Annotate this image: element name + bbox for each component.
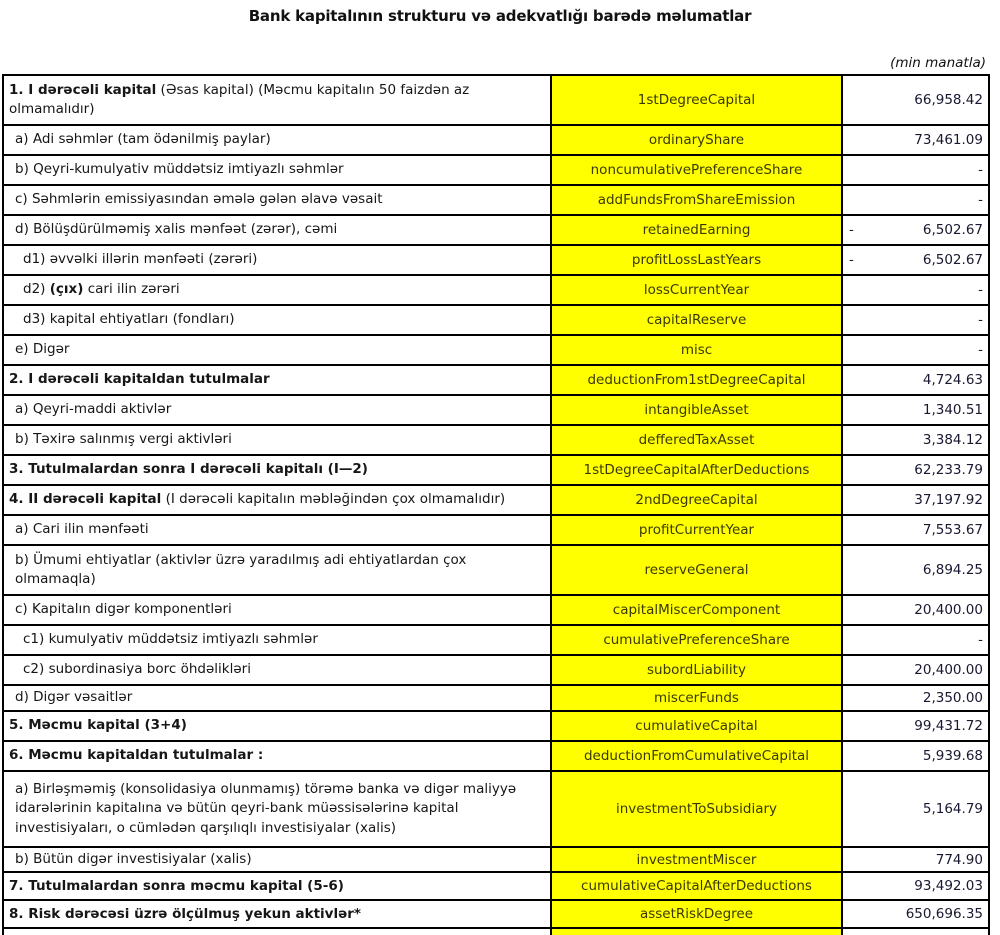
row-label-part: 3. Tutulmalardan sonra I dərəcəli kapitalı (I—2) [9,461,368,478]
value-wrap [849,878,983,894]
value-text: 650,696.35 [905,906,983,923]
row-label-part: 7. Tutulmalardan sonra məcmu kapital (5-6) [9,877,344,894]
table-row [3,215,989,245]
row-value-cell [842,155,989,185]
row-tag-cell: cumulativeCapitalAfterDeductions [551,872,842,900]
value-wrap [849,432,983,448]
row-label-part: 8. Risk dərəcəsi üzrə ölçülmuş yekun aktivlər* [9,905,361,922]
value-wrap [849,632,983,648]
row-value-cell [842,847,989,872]
table-row [3,771,989,847]
table-row [3,125,989,155]
table-row [3,928,989,935]
row-label-part: c) Kapitalın digər komponentləri [15,601,232,618]
value-wrap [849,252,983,268]
minus-sign: - [849,222,854,238]
row-label-part: d2) [23,281,50,298]
row-label-cell [3,185,551,215]
value-text: 6,894.25 [922,562,983,578]
row-label-part: d) Digər vəsaitlər [15,689,133,706]
value-wrap [849,92,983,108]
value-text: 5,939.68 [922,748,983,764]
value-text: 66,958.42 [914,92,983,108]
row-label-cell [3,335,551,365]
row-value-cell [842,685,989,711]
value-wrap [849,906,983,922]
row-value-cell [842,515,989,545]
row-tag-cell: retainedEarning [551,215,842,245]
row-value-cell [842,928,989,935]
value-text: 6,502.67 [922,222,983,238]
row-value-cell [842,485,989,515]
value-text: - [978,192,983,208]
row-label-cell [3,485,551,515]
table-row [3,155,989,185]
value-wrap [849,562,983,578]
row-label-cell [3,155,551,185]
row-tag-cell: 1stDegreeCapitalAfterDeductions [551,455,842,485]
row-value-cell [842,365,989,395]
value-wrap [849,132,983,148]
row-label-part: c2) subordinasiya borc öhdəlikləri [23,661,251,678]
row-tag-cell: 2ndDegreeCapital [551,485,842,515]
row-tag-cell [551,928,842,935]
table-row [3,685,989,711]
row-value-cell [842,185,989,215]
row-label-cell [3,125,551,155]
row-label-cell [3,928,551,935]
row-label-part: b) Qeyri-kumulyativ müddətsiz imtiyazlı səhmlər [15,161,344,178]
row-label-cell [3,741,551,771]
value-text: 37,197.92 [914,492,983,508]
table-row [3,455,989,485]
row-label-part: a) Adi səhmlər (tam ödənilmiş paylar) [15,131,271,148]
row-label-cell [3,595,551,625]
row-label-part: 1. I dərəcəli kapital [9,81,157,98]
table-row [3,185,989,215]
value-text: 6,502.67 [922,252,983,268]
value-wrap [849,222,983,238]
table-row [3,275,989,305]
row-tag-cell: miscerFunds [551,685,842,711]
row-tag-cell: reserveGeneral [551,545,842,595]
value-text: 4,724.63 [922,372,983,388]
row-tag-cell: cumulativeCapital [551,711,842,741]
value-text: 774.90 [935,851,983,868]
row-tag-cell: deductionFromCumulativeCapital [551,741,842,771]
row-label-cell [3,75,551,125]
row-label-cell [3,455,551,485]
value-text: - [978,162,983,178]
table-row [3,625,989,655]
value-wrap [849,852,983,868]
row-tag-cell: capitalMiscerComponent [551,595,842,625]
row-label-part: a) Cari ilin mənfəəti [15,521,149,538]
row-label-part: cari ilin zərəri [83,281,180,298]
row-tag-cell: intangibleAsset [551,395,842,425]
row-label-cell [3,900,551,928]
table-row [3,485,989,515]
row-value-cell [842,245,989,275]
row-value-cell [842,75,989,125]
row-label-part: d) Bölüşdürülməmiş xalis mənfəət (zərər), cəmi [15,221,338,238]
row-value-cell [842,455,989,485]
value-text: 93,492.03 [914,878,983,895]
value-wrap [849,312,983,328]
row-tag-cell: capitalReserve [551,305,842,335]
value-text: 73,461.09 [914,132,983,148]
row-label-part: e) Digər [15,341,70,358]
row-value-cell [842,425,989,455]
row-value-cell [842,305,989,335]
row-label-cell [3,215,551,245]
row-label-cell [3,711,551,741]
row-label-cell [3,771,551,847]
row-value-cell [842,275,989,305]
row-label-part: 6. Məcmu kapitaldan tutulmalar : [9,747,264,764]
row-value-cell [842,215,989,245]
table-row [3,595,989,625]
row-label-cell [3,685,551,711]
row-label-cell [3,872,551,900]
value-text: 99,431.72 [914,718,983,734]
value-wrap [849,402,983,418]
value-wrap [849,372,983,388]
row-tag-cell: subordLiability [551,655,842,685]
row-label-cell [3,245,551,275]
row-value-cell [842,711,989,741]
row-tag-cell: addFundsFromShareEmission [551,185,842,215]
row-tag-cell: cumulativePreferenceShare [551,625,842,655]
row-label-part: d1) əvvəlki illərin mənfəəti (zərəri) [23,251,258,268]
row-label-cell [3,847,551,872]
value-text: - [978,632,983,648]
row-tag-cell: noncumulativePreferenceShare [551,155,842,185]
value-wrap [849,282,983,298]
row-value-cell [842,625,989,655]
row-tag-cell: profitCurrentYear [551,515,842,545]
row-label-cell [3,545,551,595]
row-label-cell [3,365,551,395]
value-wrap [849,718,983,734]
row-tag-cell: assetRiskDegree [551,900,842,928]
row-label-part: 4. II dərəcəli kapital [9,491,162,508]
row-label-part: a) Qeyri-maddi aktivlər [15,401,172,418]
value-text: 20,400.00 [914,662,983,678]
row-value-cell [842,545,989,595]
value-wrap [849,662,983,678]
row-label-part: b) Ümumi ehtiyatlar (aktivlər üzrə yaradılmış adi ehtiyatlardan çox olmamaqla) [15,551,467,587]
row-label-part: 5. Məcmu kapital (3+4) [9,717,187,734]
value-wrap [849,522,983,538]
value-text: 7,553.67 [922,522,983,538]
table-row [3,847,989,872]
row-label-cell [3,655,551,685]
row-tag-cell: profitLossLastYears [551,245,842,275]
value-text: 2,350.00 [922,690,983,706]
row-label-cell [3,515,551,545]
row-label-cell [3,425,551,455]
value-text: - [978,282,983,298]
row-tag-cell: 1stDegreeCapital [551,75,842,125]
row-label-part: a) Birləşməmiş (konsolidasiya olunmamış) törəmə banka və digər maliyyə idarələrinin kapitalına və bütün qeyri-bank müəssisələrinə kapital investisiyaları, o cümlədən qarşılıqlı investisiyalar (xalis) [15,781,517,836]
row-tag-cell: defferedTaxAsset [551,425,842,455]
table-row [3,365,989,395]
table-row [3,335,989,365]
row-tag-cell: misc [551,335,842,365]
unit-label: (min manatla) [890,55,986,71]
row-label-cell [3,305,551,335]
value-wrap [849,602,983,618]
table-row [3,655,989,685]
page-title: Bank kapitalının strukturu və adekvatlığı barədə məlumatlar [248,7,752,25]
capital-structure-table [2,74,990,935]
value-wrap [849,192,983,208]
value-wrap [849,342,983,358]
table-row [3,75,989,125]
row-tag-cell: ordinaryShare [551,125,842,155]
value-wrap [849,801,983,817]
row-label-part: d3) kapital ehtiyatları (fondları) [23,311,235,328]
row-label-part: c) Səhmlərin emissiyasından əmələ gələn əlavə vəsait [15,191,383,208]
value-text: 1,340.51 [922,402,983,418]
value-text: - [978,312,983,328]
value-text: 62,233.79 [914,462,983,478]
value-wrap [849,492,983,508]
row-label-cell [3,275,551,305]
table-row [3,741,989,771]
row-label-part: b) Təxirə salınmış vergi aktivləri [15,431,232,448]
table-row [3,395,989,425]
value-wrap [849,462,983,478]
row-value-cell [842,335,989,365]
table-row [3,245,989,275]
row-label-part: (I dərəcəli kapitalın məbləğindən çox olmamalıdır) [161,491,506,508]
table-row [3,872,989,900]
row-tag-cell: investmentToSubsidiary [551,771,842,847]
row-value-cell [842,595,989,625]
value-text: - [978,342,983,358]
value-wrap [849,748,983,764]
row-value-cell [842,395,989,425]
row-label-part: 2. I dərəcəli kapitaldan tutulmalar [9,371,270,388]
row-value-cell [842,872,989,900]
value-wrap [849,690,983,706]
value-text: 5,164.79 [922,801,983,817]
row-value-cell [842,900,989,928]
table-row [3,545,989,595]
value-wrap [849,162,983,178]
row-tag-cell: investmentMiscer [551,847,842,872]
table-row [3,305,989,335]
row-tag-cell: deductionFrom1stDegreeCapital [551,365,842,395]
row-value-cell [842,771,989,847]
table-row [3,515,989,545]
row-label-part: (Əsas kapital) (Məcmu kapitalın 50 faizdən az olmamalıdır) [9,81,470,117]
table-row [3,711,989,741]
row-label-part: (çıx) [49,281,84,298]
value-text: 3,384.12 [922,432,983,448]
row-value-cell [842,655,989,685]
table-row [3,900,989,928]
minus-sign: - [849,252,854,268]
row-label-cell [3,395,551,425]
value-text: 20,400.00 [914,602,983,618]
row-tag-cell: lossCurrentYear [551,275,842,305]
row-label-cell [3,625,551,655]
row-label-part: c1) kumulyativ müddətsiz imtiyazlı səhmlər [23,631,318,648]
row-value-cell [842,125,989,155]
table-row [3,425,989,455]
row-label-part: b) Bütün digər investisiyalar (xalis) [15,851,252,867]
row-value-cell [842,741,989,771]
